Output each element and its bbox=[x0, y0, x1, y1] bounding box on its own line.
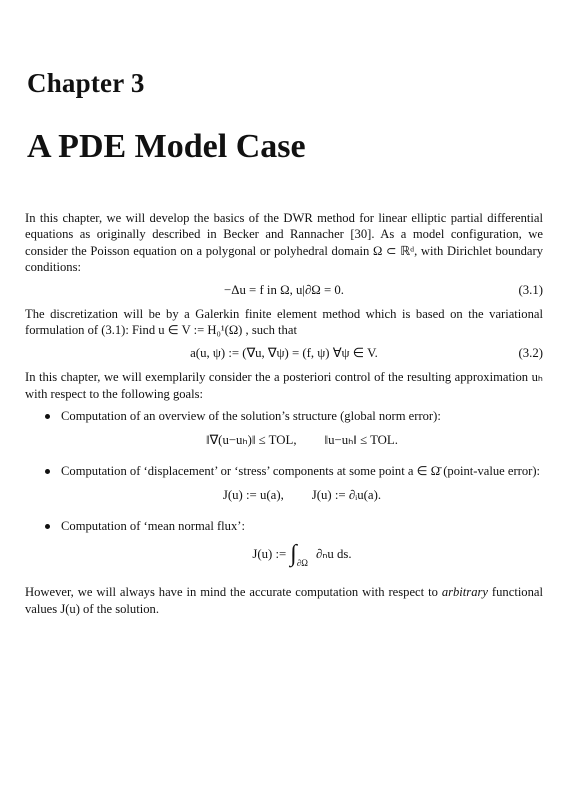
goal-mean-flux-text: Computation of ‘mean normal flux’: bbox=[61, 518, 245, 533]
equation-3-2 bbox=[25, 345, 543, 361]
goal-norm-error-text: Computation of an overview of the solution’s structure (global norm error): bbox=[61, 409, 441, 424]
equation-3-1-number: (3.1) bbox=[518, 282, 543, 297]
equation-3-1 bbox=[25, 282, 543, 298]
norm-error-l2: ‖u−uₕ‖ ≤ TOL. bbox=[324, 433, 398, 448]
bullet-icon bbox=[45, 524, 50, 529]
chapter-body bbox=[25, 210, 543, 623]
equation-3-2-number: (3.2) bbox=[518, 345, 543, 360]
chapter-label: Chapter 3 bbox=[27, 68, 145, 98]
equation-3-2-text: a(u, ψ) := (∇u, ∇ψ) = (f, ψ) ∀ψ ∈ V. bbox=[190, 345, 378, 360]
equation-3-1-text: −Δu = f in Ω, u|∂Ω = 0. bbox=[224, 282, 344, 297]
goal-point-value-text: Computation of ‘displacement’ or ‘stress’ components at some point a ∈ Ω̄ (point-value error): bbox=[61, 463, 541, 478]
closing-before: However, we will always have in mind the accurate computation with respect to bbox=[25, 585, 442, 600]
list-item bbox=[25, 518, 543, 566]
chapter-title: A PDE Model Case bbox=[27, 128, 306, 165]
closing-after: functional values J(u) of the solution. bbox=[25, 585, 543, 616]
point-value-functional: J(u) := u(a), bbox=[222, 488, 284, 503]
closing-emphasis: arbitrary bbox=[441, 585, 488, 600]
goals-intro-paragraph: In this chapter, we will exemplarily consider the a posteriori control of the resulting approximation uₕ with respect to the following goals: bbox=[25, 370, 543, 401]
integral-domain: ∂Ω bbox=[296, 557, 308, 568]
bullet-icon bbox=[45, 469, 50, 474]
point-value-equation bbox=[61, 487, 543, 503]
norm-error-gradient: ‖∇(u−uₕ)‖ ≤ TOL, bbox=[206, 433, 297, 448]
integral-sign: ∫ bbox=[290, 541, 297, 568]
list-item bbox=[25, 408, 543, 449]
closing-paragraph bbox=[25, 584, 543, 617]
mean-flux-equation bbox=[61, 542, 543, 566]
list-item bbox=[25, 463, 543, 504]
mean-flux-integrand: ∂ₙu ds. bbox=[315, 546, 352, 561]
bullet-icon bbox=[45, 414, 50, 419]
discretization-paragraph: The discretization will be by a Galerkin finite element method which is based on the variational formulation of (3.1): Find u ∈ V := H₀¹(Ω) , such that bbox=[25, 307, 543, 338]
norm-error-equation bbox=[61, 432, 543, 448]
intro-paragraph: In this chapter, we will develop the basics of the DWR method for linear elliptic partial differential equations as originally described in Becker and Rannacher [30]. As a model configuration, we consider the Poisson equation on a polygonal or polyhedral domain Ω ⊂ ℝᵈ, with Dirichlet boundary conditions: bbox=[25, 211, 543, 275]
derivative-functional: J(u) := ∂ᵢu(a). bbox=[311, 488, 382, 503]
goals-list bbox=[25, 408, 543, 566]
mean-flux-lhs: J(u) := bbox=[252, 546, 287, 561]
